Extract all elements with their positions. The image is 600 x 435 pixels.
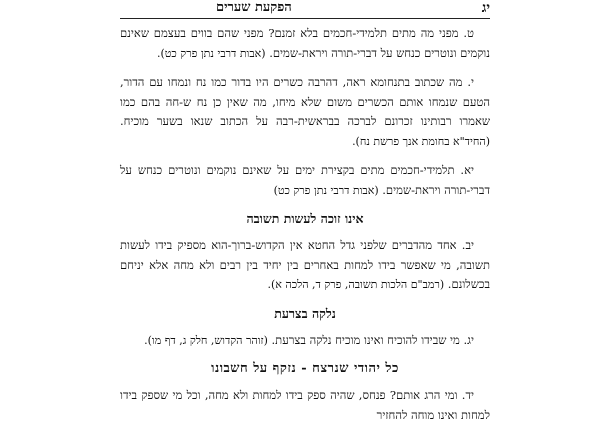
section-heading: כל יהודי שנרצח - נזקף על חשבונו [211, 361, 399, 376]
source-reference: (החיד"א בחומת אנך פרשת נח). [352, 134, 490, 148]
paragraph-number: יב. [461, 238, 475, 252]
paragraph-12 [120, 236, 490, 295]
book-page [120, 0, 490, 426]
paragraph-number: ט. [463, 26, 475, 40]
paragraph-text: אחד מהדברים שלפני גדל החטא אין הקדוש-ברוך-הוא מספיק בידו לעשות תשובה, מי שאפשר בידו למחות באחרים בין יחיד בין רבים ולא מחה אלא יניחם בכשלונם. [120, 238, 490, 291]
paragraph-text: ומי הרג אותם? פנחס, שהיה ספק בידו למחות ולא מחה, וכל מי שספק בידו למחות ואינו מוחה להחזיר [120, 388, 490, 422]
source-reference: (זוהר הקדוש, חלק ג, דף מו). [144, 333, 268, 347]
source-reference: (אבות דרבי נתן פרק כט). [157, 46, 266, 60]
paragraph-13 [120, 331, 490, 351]
paragraph-number: יא. [460, 163, 474, 177]
page-header [120, 0, 490, 19]
paragraph-11 [120, 161, 490, 200]
section-heading: אינו זוכה לעשות תשובה [246, 211, 364, 226]
paragraph-number: י. [467, 75, 475, 89]
paragraph-text: מה שכתוב בתנחומא ראה, דהרבה כשרים היו בדור כמו נח ונמחו עם הדור, הטעם שנמחו אותם הכשרים משום שלא מיחו, מה שאין כן נח ש-חה בהם כמו שאמרו רבותינו זכרונם לברכה בבראשית-רבה על הכתוב שנאו בשער מוכיח. [120, 75, 490, 128]
paragraph-number: יג. [463, 332, 474, 347]
paragraph-text: מי שבידו להוכיח ואינו מוכיח נלקה בצרעת. [271, 332, 460, 347]
paragraph-text: מפני מה מתים תלמידי-חכמים בלא זמנם? מפני שהם בווים בעצמם שאינם נוקמים ונוטרים כנחש על דברי-תורה ויראת-שמים. [120, 26, 490, 60]
page-number: יג [481, 0, 490, 16]
source-reference: (אבות דרבי נתן פרק כט) [273, 183, 379, 197]
paragraph-9 [120, 24, 490, 63]
paragraph-text: תלמידי-חכמים מתים בקצירת ימים על שאינם נוקמים ונוטרים כנחש על דברי-תורה ויראת-שמים. [120, 163, 490, 197]
section-heading: נלקה בצרעת [274, 305, 336, 321]
paragraph-number: יד. [461, 388, 474, 402]
source-reference: (רמב"ם הלכות תשובה, פרק ד, הלכה א). [267, 278, 445, 291]
paragraph-14 [120, 386, 490, 425]
running-title: הפקעת שערים [216, 0, 292, 15]
paragraph-10 [120, 73, 490, 151]
body-text [120, 24, 490, 435]
